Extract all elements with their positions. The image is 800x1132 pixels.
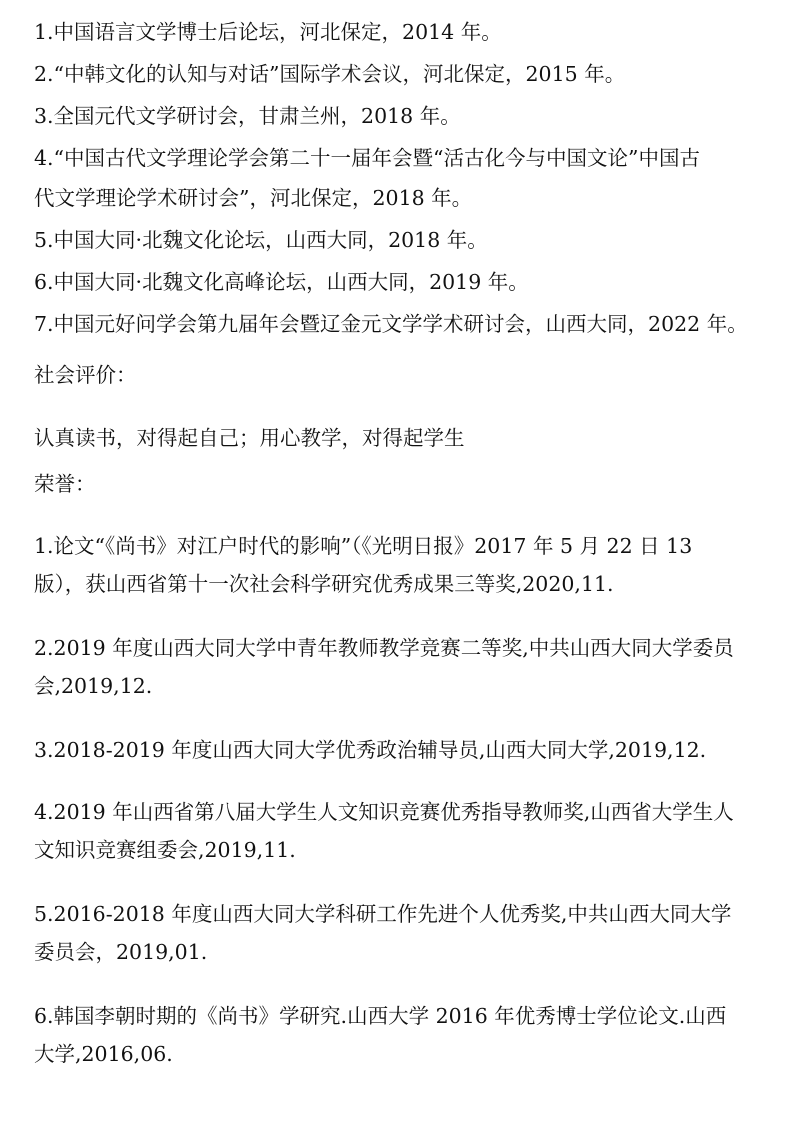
honor-item-4-line-1: 4.2019 年山西省第八届大学生人文知识竞赛优秀指导教师奖,山西省大学生人 (34, 800, 734, 824)
conference-item-1: 1.中国语言文学博士后论坛，河北保定，2014 年。 (34, 20, 502, 44)
honor-item-1-line-1: 1.论文“《尚书》对江户时代的影响”（《光明日报》2017 年 5 月 22 日 13 (34, 534, 693, 558)
conference-item-4-line-2: 代文学理论学术研讨会”，河北保定，2018 年。 (34, 186, 473, 210)
social-eval-heading: 社会评价： (34, 363, 137, 387)
honor-item-5-line-1: 5.2016-2018 年度山西大同大学科研工作先进个人优秀奖,中共山西大同大学 (34, 902, 732, 926)
conference-item-6: 6.中国大同·北魏文化高峰论坛，山西大同，2019 年。 (34, 270, 529, 294)
honor-item-6-line-2: 大学,2016,06. (34, 1042, 173, 1066)
conference-item-7: 7.中国元好问学会第九届年会暨辽金元文学学术研讨会，山西大同，2022 年。 (34, 312, 748, 336)
honor-item-6-line-1: 6.韩国李朝时期的《尚书》学研究.山西大学 2016 年优秀博士学位论文.山西 (34, 1004, 727, 1028)
honor-item-3: 3.2018-2019 年度山西大同大学优秀政治辅导员,山西大同大学,2019,12. (34, 738, 707, 762)
honor-item-1-line-2: 版），获山西省第十一次社会科学研究优秀成果三等奖,2020,11. (34, 572, 614, 596)
conference-item-2: 2.“中韩文化的认知与对话”国际学术会议，河北保定，2015 年。 (34, 62, 626, 86)
conference-item-5: 5.中国大同·北魏文化论坛，山西大同，2018 年。 (34, 228, 488, 252)
conference-item-3: 3.全国元代文学研讨会，甘肃兰州，2018 年。 (34, 104, 461, 128)
honor-item-2-line-1: 2.2019 年度山西大同大学中青年教师教学竞赛二等奖,中共山西大同大学委员 (34, 636, 734, 660)
honors-heading: 荣誉： (34, 472, 96, 496)
social-eval-text: 认真读书，对得起自己；用心教学，对得起学生 (34, 426, 465, 450)
honor-item-5-line-2: 委员会，2019,01. (34, 940, 208, 964)
honor-item-4-line-2: 文知识竞赛组委会,2019,11. (34, 838, 296, 862)
conference-item-4-line-1: 4.“中国古代文学理论学会第二十一届年会暨“活古化今与中国文论”中国古 (34, 146, 700, 170)
honor-item-2-line-2: 会,2019,12. (34, 674, 153, 698)
